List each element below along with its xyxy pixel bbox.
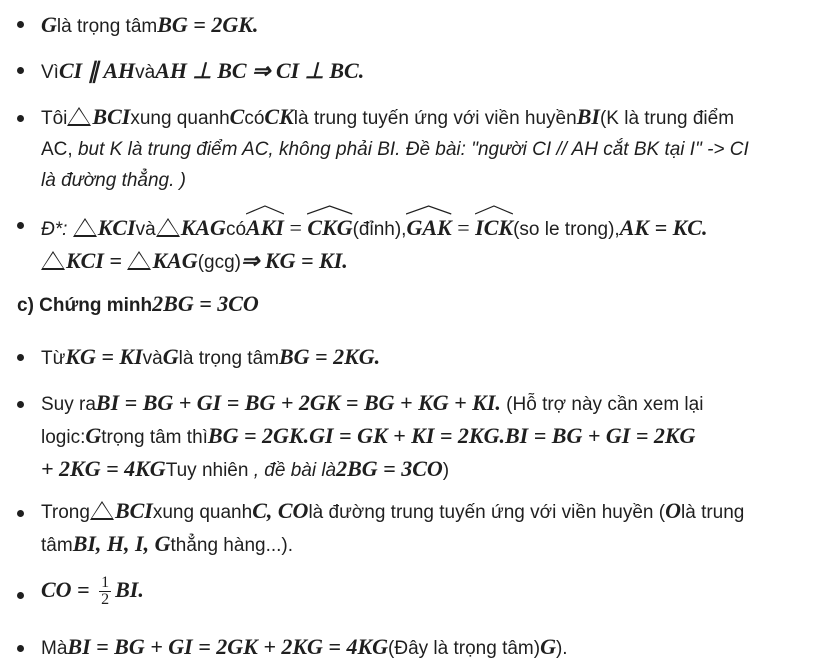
math: BI = BG + GI = 2GK + 2KG = 4KG [67, 634, 389, 659]
angle-math: AKI [246, 208, 284, 243]
text: Vì [41, 62, 59, 83]
triangle-icon [156, 218, 180, 237]
triangle-icon [41, 251, 65, 270]
math: KCI [97, 215, 136, 240]
text: và [142, 348, 163, 369]
math: BI = BG + GI = BG + 2GK = BG + KG + KI. [95, 390, 501, 415]
text: trọng tâm thì [101, 427, 208, 448]
bullet [17, 645, 24, 652]
list-item [41, 631, 801, 664]
bullet [17, 67, 24, 74]
text: Tôi [41, 108, 68, 129]
math: AH ⊥ BC ⇒ CI ⊥ BC. [155, 58, 365, 83]
text: là trọng tâm [178, 348, 279, 369]
fraction-denominator: 2 [101, 591, 110, 609]
math: G [85, 423, 102, 448]
list-item [41, 341, 801, 374]
bullet [17, 222, 24, 229]
text: ) [442, 460, 450, 481]
math: BG = 2GK. [157, 12, 259, 37]
angle-math: GAK [406, 208, 451, 243]
text: là đường thẳng. ) [41, 170, 187, 191]
angle-math: ICK [475, 208, 513, 243]
text: xung quanh [130, 108, 230, 129]
text: (Đây là trọng tâm) [388, 638, 541, 659]
text: AC, [41, 139, 73, 160]
text: (so le trong), [513, 219, 620, 240]
math: BG = 2KG. [278, 344, 381, 369]
bullet [17, 510, 24, 517]
triangle-icon [90, 501, 114, 520]
math: + 2KG = 4KG [41, 456, 166, 481]
list-item [41, 574, 801, 608]
list-item [41, 387, 801, 486]
list-item [41, 101, 801, 196]
text: có [244, 108, 265, 129]
bullet [17, 592, 24, 599]
text: và [135, 62, 156, 83]
text: Tuy nhiên [165, 460, 249, 481]
list-item [41, 55, 801, 88]
text: ). [555, 638, 568, 659]
math: G [41, 12, 57, 37]
math: BI, H, I, G [72, 531, 171, 556]
text: Từ [41, 348, 66, 369]
math: BCI [92, 104, 131, 129]
math: G [540, 634, 556, 659]
text: là trung [681, 502, 745, 523]
math: KAG [180, 215, 226, 240]
text: (K là trung điểm [599, 108, 735, 129]
math: BI. [115, 577, 144, 602]
list-item [41, 495, 801, 561]
math: = [283, 215, 308, 240]
angle-math: CKG [307, 208, 352, 243]
triangle-icon [73, 218, 97, 237]
bullet [17, 21, 24, 28]
math: ⇒ KG = KI. [241, 248, 348, 273]
bullet [17, 115, 24, 122]
math: BCI [114, 498, 153, 523]
text: là trọng tâm [56, 16, 158, 37]
text: but K là trung điểm AC, không phải BI. Đề bài: "người CI // AH cắt BK tại I" -> CI [72, 139, 749, 160]
text: , đề bài là [248, 460, 337, 481]
math: KCI = [66, 248, 128, 273]
text: có [225, 219, 247, 240]
math: BG = 2GK.GI = GK + KI = 2KG.BI = BG + GI = 2KG [207, 423, 696, 448]
math: KAG [152, 248, 198, 273]
heading-label: c) Chứng minh [17, 295, 153, 316]
list-item [41, 9, 801, 42]
fraction [99, 575, 111, 608]
text: là đường trung tuyến ứng với viền huyền ( [308, 502, 666, 523]
text: Trong [41, 502, 90, 523]
math: KG = KI [65, 344, 143, 369]
bullet [17, 401, 24, 408]
math: CI ∥ AH [58, 58, 136, 83]
text: (gcg) [197, 252, 241, 273]
math: O [665, 498, 681, 523]
text: Đ*: [41, 219, 68, 240]
math: = [451, 215, 476, 240]
math: G [162, 344, 179, 369]
text: Suy ra [41, 394, 96, 415]
math: C [229, 104, 245, 129]
math: AK = KC. [619, 215, 708, 240]
text: logic: [41, 427, 86, 448]
bullet [17, 354, 24, 361]
fraction-numerator: 1 [101, 574, 110, 592]
section-heading [17, 288, 259, 321]
text: (Hỗ trợ này cần xem lại [500, 394, 704, 415]
text: tâm [41, 535, 73, 556]
math: 2BG = 3CO [336, 456, 443, 481]
text: Mà [41, 638, 68, 659]
math: BI [576, 104, 600, 129]
math: CK [264, 104, 294, 129]
text: xung quanh [152, 502, 253, 523]
text: là trung tuyến ứng với viền huyền [293, 108, 577, 129]
math: CO = [41, 577, 96, 602]
text: và [135, 219, 156, 240]
list-item [41, 208, 801, 278]
heading-math: 2BG = 3CO [152, 291, 259, 316]
text: thẳng hàng...). [170, 535, 294, 556]
math: C, CO [252, 498, 309, 523]
triangle-icon [127, 251, 151, 270]
triangle-icon [67, 107, 91, 126]
text: (đỉnh), [352, 219, 407, 240]
